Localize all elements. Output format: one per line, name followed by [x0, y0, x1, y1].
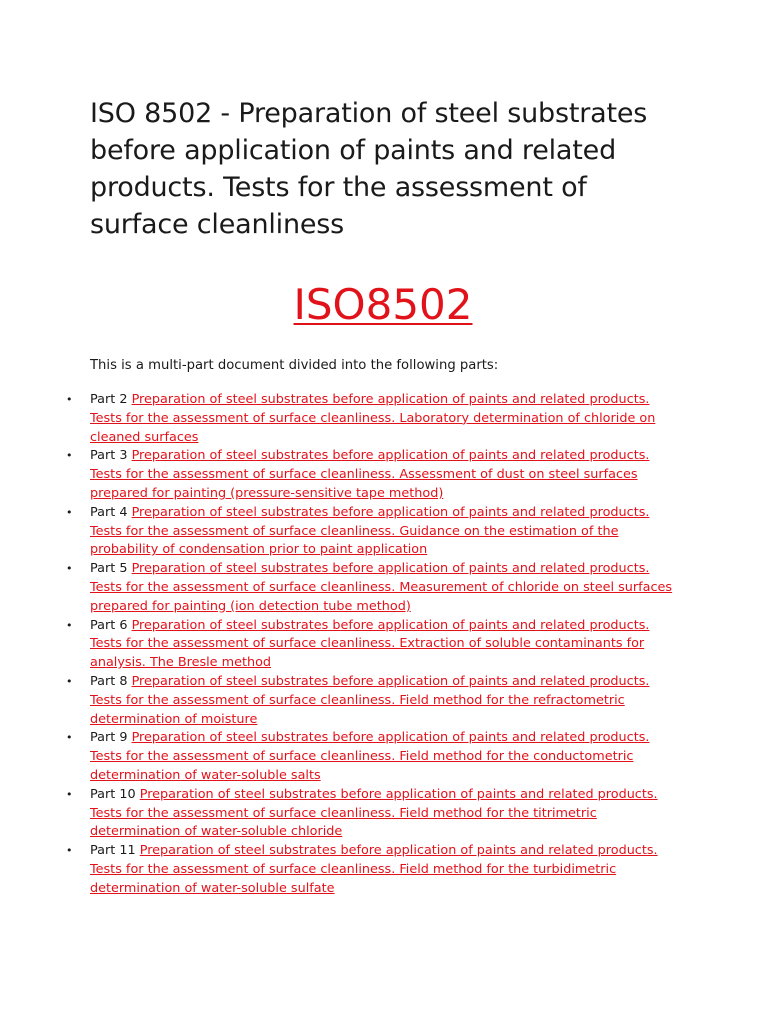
- list-item: [66, 842, 676, 898]
- intro-text: This is a multi-part document divided into the following parts:: [90, 358, 499, 373]
- part-link[interactable]: Preparation of steel substrates before application of paints and related products. Tests for the assessment of surface cleanliness. Field method for the conductometric determination of water-soluble salts: [90, 730, 650, 783]
- part-label: Part 9: [90, 730, 128, 746]
- bullet-icon: •: [66, 731, 73, 745]
- bullet-icon: •: [66, 393, 73, 406]
- list-item: [66, 447, 676, 503]
- bullet-icon: •: [66, 562, 73, 576]
- document-title: ISO 8502 - Preparation of steel substrates before application of paints and related products. Tests for the assessment of surface cleanliness: [90, 98, 648, 240]
- list-item: [66, 786, 676, 842]
- part-link[interactable]: Preparation of steel substrates before application of paints and related products. Tests for the assessment of surface cleanliness. Extraction of soluble contaminants for analysis. The Bresle method: [90, 617, 650, 671]
- list-item: [66, 673, 676, 729]
- part-link[interactable]: Preparation of steel substrates before application of paints and related products. Tests for the assessment of surface cleanliness. Laboratory determination of chloride on cleaned surfaces: [90, 392, 656, 445]
- standard-link[interactable]: ISO8502: [293, 280, 473, 329]
- part-label: Part 2: [90, 392, 128, 407]
- part-label: Part 4: [90, 504, 128, 520]
- bullet-icon: •: [66, 505, 73, 519]
- part-link[interactable]: Preparation of steel substrates before application of paints and related products. Tests for the assessment of surface cleanliness. Field method for the turbidimetric determination of water-soluble sulfate: [90, 843, 658, 896]
- list-item: [66, 617, 676, 673]
- parts-list: [66, 391, 676, 899]
- list-item: [66, 729, 676, 785]
- bullet-icon: •: [66, 618, 73, 632]
- bullet-icon: •: [66, 844, 73, 858]
- part-link[interactable]: Preparation of steel substrates before application of paints and related products. Tests for the assessment of surface cleanliness. Guidance on the estimation of the probability of condensation prior to paint application: [90, 504, 650, 558]
- part-link[interactable]: Preparation of steel substrates before application of paints and related products. Tests for the assessment of surface cleanliness. Field method for the titrimetric determination of water-soluble chloride: [90, 786, 658, 840]
- part-label: Part 10: [90, 786, 136, 802]
- part-label: Part 11: [90, 843, 136, 859]
- list-item: [66, 504, 676, 560]
- part-label: Part 8: [90, 673, 128, 689]
- bullet-icon: •: [66, 787, 73, 801]
- part-label: Part 6: [90, 617, 128, 633]
- bullet-icon: •: [66, 449, 73, 463]
- list-item: [66, 560, 676, 616]
- part-link[interactable]: Preparation of steel substrates before application of paints and related products. Tests for the assessment of surface cleanliness. Field method for the refractometric determination of moisture: [90, 673, 650, 727]
- list-item: [66, 391, 676, 447]
- bullet-icon: •: [66, 674, 73, 688]
- part-label: Part 3: [90, 448, 128, 464]
- part-link[interactable]: Preparation of steel substrates before application of paints and related products. Tests for the assessment of surface cleanliness. Assessment of dust on steel surfaces prepared for painting (pressure-sensitive tape method): [90, 448, 650, 501]
- part-link[interactable]: Preparation of steel substrates before application of paints and related products. Tests for the assessment of surface cleanliness. Measurement of chloride on steel surfaces prepared for painting (ion detection tube method): [90, 561, 673, 614]
- part-label: Part 5: [90, 561, 128, 577]
- standard-link-container: [90, 279, 676, 331]
